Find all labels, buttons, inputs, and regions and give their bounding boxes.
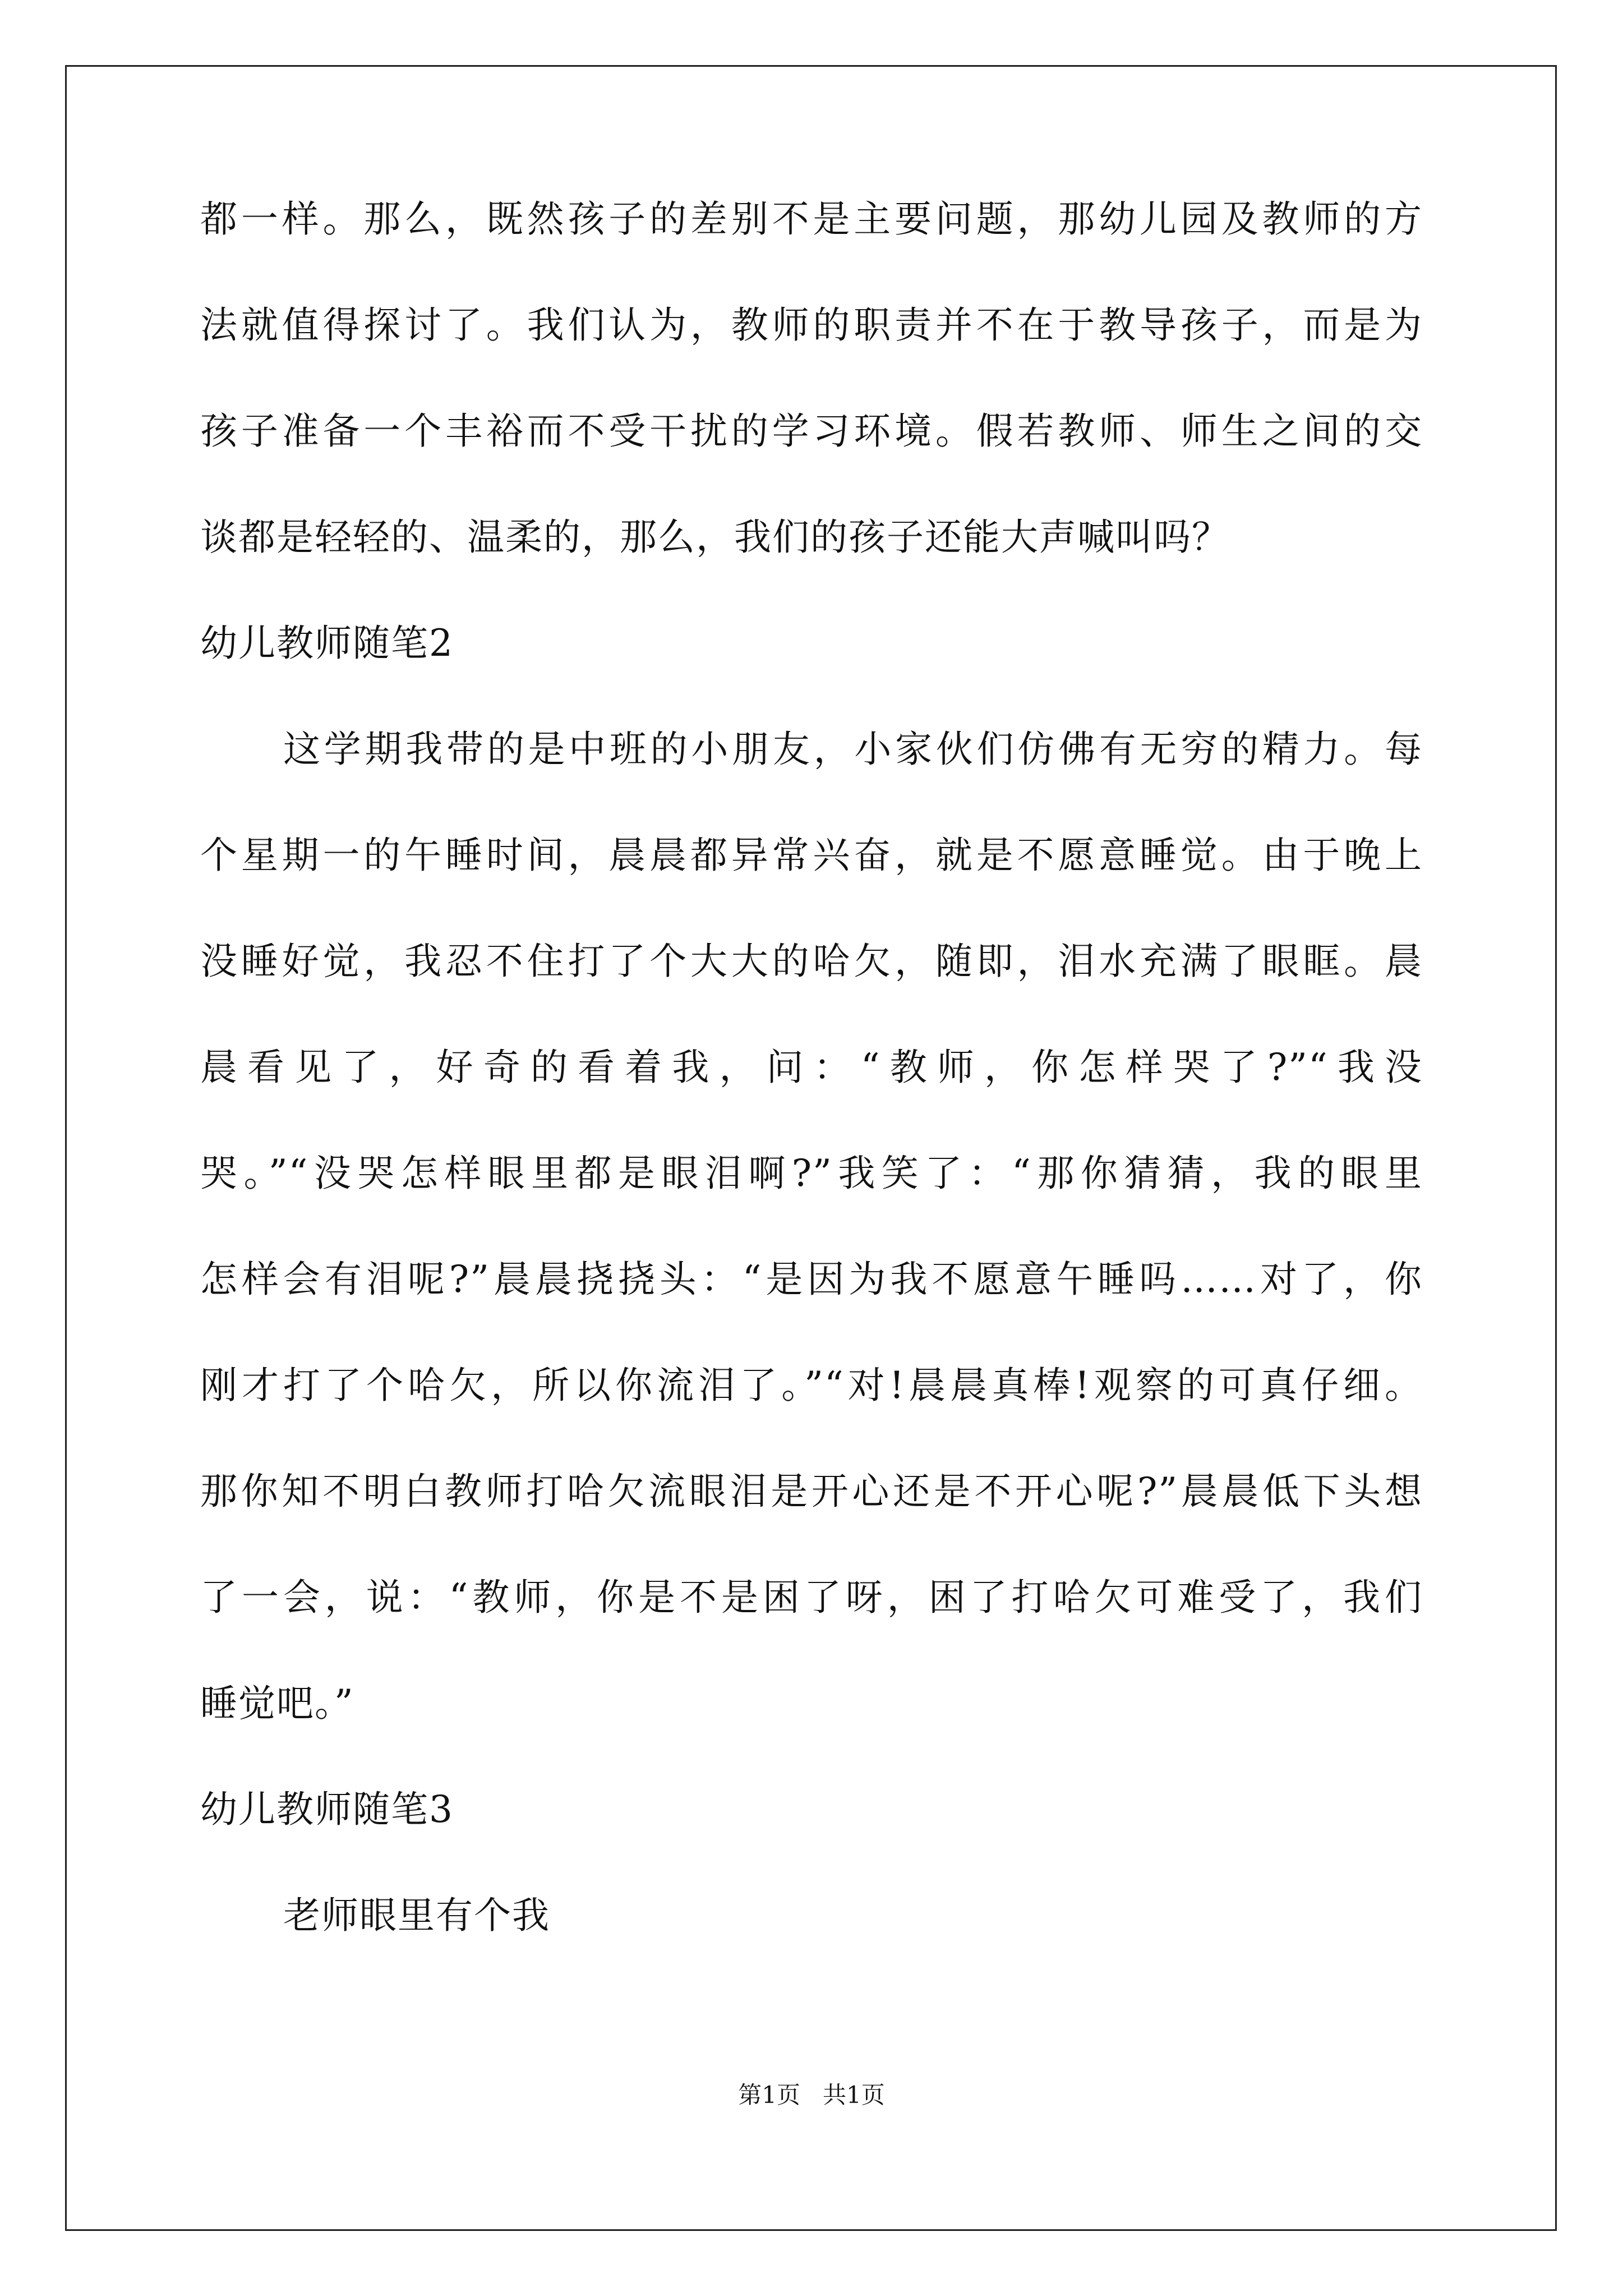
section-heading: 幼儿教师随笔2 [200, 622, 454, 665]
paragraph-line: 谈都是轻轻的、温柔的，那么，我们的孩子还能大声喊叫吗？ [200, 516, 1230, 559]
paragraph-line: 个星期一的午睡时间，晨晨都异常兴奋，就是不愿意睡觉。由于晚上 [200, 834, 1423, 877]
paragraph-line: 都一样。那么，既然孩子的差别不是主要问题，那幼儿园及教师的方 [200, 197, 1423, 241]
paragraph-line: 那你知不明白教师打哈欠流眼泪是开心还是不开心呢?”晨晨低下头想 [200, 1470, 1423, 1513]
paragraph-line: 老师眼里有个我 [283, 1894, 550, 1937]
page-number: 第1页 共1页 [738, 2081, 885, 2109]
paragraph-line: 法就值得探讨了。我们认为，教师的职责并不在于教导孩子，而是为 [200, 303, 1423, 347]
paragraph-line: 孩子准备一个丰裕而不受干扰的学习环境。假若教师、师生之间的交 [200, 409, 1423, 453]
paragraph-line: 没睡好觉，我忍不住打了个大大的哈欠，随即，泪水充满了眼眶。晨 [200, 940, 1423, 983]
paragraph-line: 怎样会有泪呢?”晨晨挠挠头：“是因为我不愿意午睡吗……对了，你 [200, 1258, 1423, 1301]
paragraph-line: 晨看见了，好奇的看着我，问：“教师，你怎样哭了?”“我没 [200, 1046, 1423, 1089]
section-heading: 幼儿教师随笔3 [200, 1788, 454, 1831]
paragraph-line: 刚才打了个哈欠，所以你流泪了。”“对!晨晨真棒!观察的可真仔细。 [200, 1364, 1423, 1407]
paragraph-line: 了一会，说：“教师，你是不是困了呀，困了打哈欠可难受了，我们 [200, 1576, 1423, 1619]
paragraph-line: 睡觉吧。” [200, 1682, 354, 1725]
paragraph-line: 这学期我带的是中班的小朋友，小家伙们仿佛有无穷的精力。每 [283, 728, 1423, 771]
paragraph-line: 哭。”“没哭怎样眼里都是眼泪啊?”我笑了：“那你猜猜，我的眼里 [200, 1152, 1423, 1195]
